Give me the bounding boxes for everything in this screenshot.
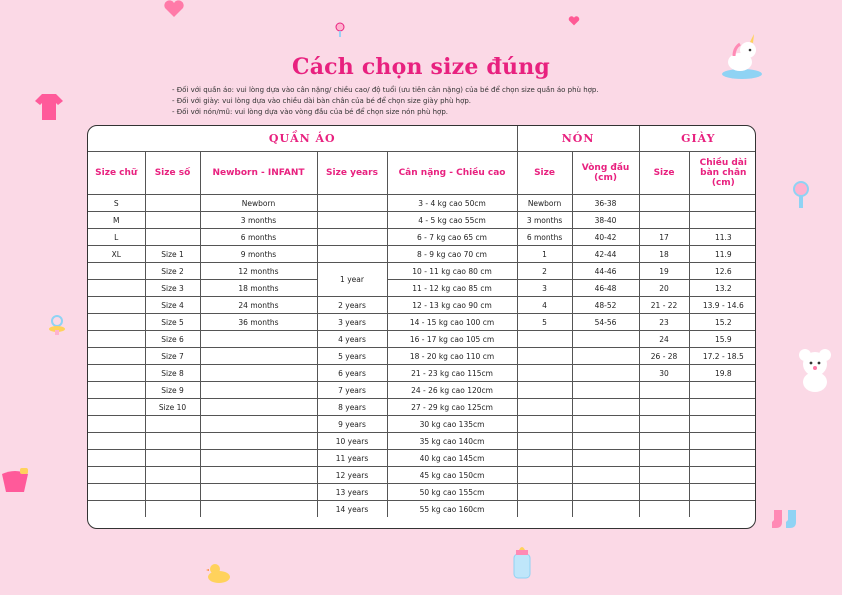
socks-icon: [770, 508, 802, 530]
table-cell: Size 8: [145, 365, 200, 382]
table-cell: 1: [517, 246, 572, 263]
table-cell: 30: [639, 365, 689, 382]
teddy-bear-icon: [796, 346, 834, 392]
table-cell: [572, 365, 639, 382]
table-cell: 27 - 29 kg cao 125cm: [387, 399, 517, 416]
rattle-icon: [333, 22, 347, 38]
table-cell: 15.2: [689, 314, 756, 331]
table-cell: 38-40: [572, 212, 639, 229]
table-cell: [88, 382, 145, 399]
table-cell: [572, 331, 639, 348]
table-row: [88, 314, 756, 331]
table-cell: [689, 467, 756, 484]
table-cell: [517, 399, 572, 416]
table-cell: 10 - 11 kg cao 80 cm: [387, 263, 517, 280]
table-cell: 44-46: [572, 263, 639, 280]
table-cell: 42-44: [572, 246, 639, 263]
table-row: [88, 382, 756, 399]
table-cell: 55 kg cao 160cm: [387, 501, 517, 518]
table-cell: Size 5: [145, 314, 200, 331]
table-cell: M: [88, 212, 145, 229]
table-row: [88, 450, 756, 467]
table-cell: [517, 501, 572, 518]
column-header: Chiều dài bàn chân (cm): [689, 152, 756, 195]
table-cell: [88, 450, 145, 467]
table-cell: [517, 382, 572, 399]
table-cell: 30 kg cao 135cm: [387, 416, 517, 433]
table-row: [88, 229, 756, 246]
table-row: [88, 365, 756, 382]
table-cell: [572, 348, 639, 365]
table-cell: [200, 484, 317, 501]
table-cell: 14 years: [317, 501, 387, 518]
pacifier-icon: [47, 314, 67, 336]
table-cell: 9 months: [200, 246, 317, 263]
bodysuit-icon: [34, 92, 64, 122]
table-cell: 13.9 - 14.6: [689, 297, 756, 314]
table-cell: 36-38: [572, 195, 639, 212]
table-cell: [572, 484, 639, 501]
table-row: [88, 467, 756, 484]
table-cell: [145, 229, 200, 246]
table-cell: 1 year: [317, 263, 387, 297]
group-header-shoes: GIÀY: [639, 126, 756, 152]
table-cell: Size 6: [145, 331, 200, 348]
table-cell: [200, 365, 317, 382]
table-cell: 3 months: [517, 212, 572, 229]
table-cell: [88, 263, 145, 280]
table-cell: [689, 484, 756, 501]
table-row: [88, 246, 756, 263]
table-cell: 2: [517, 263, 572, 280]
table-cell: [88, 314, 145, 331]
table-row: [88, 501, 756, 518]
table-cell: [200, 399, 317, 416]
table-cell: 35 kg cao 140cm: [387, 433, 517, 450]
table-cell: [572, 450, 639, 467]
table-cell: 3: [517, 280, 572, 297]
baby-bottle-icon: [511, 544, 533, 580]
table-row: [88, 399, 756, 416]
table-cell: 26 - 28: [639, 348, 689, 365]
table-cell: [639, 399, 689, 416]
page-title: Cách chọn size đúng: [292, 54, 550, 80]
note-hat: - Đối với nón/mũ: vui lòng dựa vào vòng đầu của bé để chọn size nón phù hợp.: [172, 108, 449, 116]
table-cell: [689, 382, 756, 399]
table-row: [88, 348, 756, 365]
table-cell: [145, 195, 200, 212]
table-cell: Size 4: [145, 297, 200, 314]
table-cell: [145, 416, 200, 433]
table-cell: 14 - 15 kg cao 100 cm: [387, 314, 517, 331]
size-chart-table: [87, 125, 756, 529]
table-cell: 24: [639, 331, 689, 348]
column-header: Size: [639, 152, 689, 195]
potty-icon: [0, 466, 30, 494]
table-cell: 36 months: [200, 314, 317, 331]
table-cell: 20: [639, 280, 689, 297]
table-cell: 6 years: [317, 365, 387, 382]
table-cell: [88, 365, 145, 382]
table-row: [88, 297, 756, 314]
table-cell: 16 - 17 kg cao 105 cm: [387, 331, 517, 348]
table-cell: [639, 416, 689, 433]
table-cell: [517, 331, 572, 348]
heart-icon: [568, 16, 580, 26]
table-cell: [200, 467, 317, 484]
table-cell: 40-42: [572, 229, 639, 246]
table-cell: [200, 416, 317, 433]
table-row: [88, 484, 756, 501]
table-cell: [689, 399, 756, 416]
table-cell: 11.3: [689, 229, 756, 246]
table-cell: [572, 382, 639, 399]
column-header: Size: [517, 152, 572, 195]
table-cell: L: [88, 229, 145, 246]
table-cell: [317, 246, 387, 263]
table-cell: [317, 195, 387, 212]
table-row: [88, 263, 756, 280]
table-cell: [517, 348, 572, 365]
table-cell: 21 - 23 kg cao 115cm: [387, 365, 517, 382]
table-cell: [572, 416, 639, 433]
table-cell: [517, 416, 572, 433]
table-cell: 3 years: [317, 314, 387, 331]
table-cell: 46-48: [572, 280, 639, 297]
table-cell: [689, 433, 756, 450]
table-cell: [317, 212, 387, 229]
instructions: [172, 85, 599, 118]
table-cell: 11 - 12 kg cao 85 cm: [387, 280, 517, 297]
table-cell: 15.9: [689, 331, 756, 348]
table-cell: 54-56: [572, 314, 639, 331]
table-cell: S: [88, 195, 145, 212]
table-cell: 4 - 5 kg cao 55cm: [387, 212, 517, 229]
table-row: [88, 331, 756, 348]
column-header: Size years: [317, 152, 387, 195]
table-cell: [689, 501, 756, 518]
table-cell: 9 years: [317, 416, 387, 433]
table-cell: [200, 450, 317, 467]
table-cell: Newborn: [517, 195, 572, 212]
table-cell: [145, 501, 200, 518]
table-cell: 18: [639, 246, 689, 263]
table-cell: [639, 195, 689, 212]
table-cell: [689, 416, 756, 433]
table-cell: 13 years: [317, 484, 387, 501]
table-cell: 50 kg cao 155cm: [387, 484, 517, 501]
table-cell: 4: [517, 297, 572, 314]
column-header: Size số: [145, 152, 200, 195]
table-cell: [88, 348, 145, 365]
table-cell: [145, 484, 200, 501]
table-cell: 6 months: [517, 229, 572, 246]
table-cell: 24 - 26 kg cao 120cm: [387, 382, 517, 399]
table-cell: [200, 501, 317, 518]
table-cell: 2 years: [317, 297, 387, 314]
table-cell: 17: [639, 229, 689, 246]
table-cell: [88, 433, 145, 450]
table-cell: [572, 399, 639, 416]
table-cell: [517, 484, 572, 501]
table-cell: 18 months: [200, 280, 317, 297]
table-cell: 23: [639, 314, 689, 331]
table-row: [88, 212, 756, 229]
table-cell: 12 years: [317, 467, 387, 484]
table-cell: [517, 433, 572, 450]
table-cell: 18 - 20 kg cao 110 cm: [387, 348, 517, 365]
table-cell: [639, 484, 689, 501]
rattle-icon: [790, 180, 812, 210]
column-header: Cân nặng - Chiều cao: [387, 152, 517, 195]
table-cell: [88, 501, 145, 518]
table-cell: XL: [88, 246, 145, 263]
table-cell: Size 10: [145, 399, 200, 416]
table-cell: Size 7: [145, 348, 200, 365]
table-cell: 19: [639, 263, 689, 280]
table-cell: [639, 501, 689, 518]
table-cell: [639, 212, 689, 229]
column-header: Newborn - INFANT: [200, 152, 317, 195]
table-cell: [88, 331, 145, 348]
table-cell: 6 months: [200, 229, 317, 246]
table-cell: [689, 450, 756, 467]
table-cell: 7 years: [317, 382, 387, 399]
table-cell: 11 years: [317, 450, 387, 467]
table-cell: [88, 416, 145, 433]
table-row: [88, 280, 756, 297]
table-cell: 45 kg cao 150cm: [387, 467, 517, 484]
table-cell: 48-52: [572, 297, 639, 314]
table-cell: 21 - 22: [639, 297, 689, 314]
table-cell: 12 months: [200, 263, 317, 280]
table-cell: Newborn: [200, 195, 317, 212]
table-cell: [572, 467, 639, 484]
table-cell: [88, 280, 145, 297]
table-cell: Size 3: [145, 280, 200, 297]
table-cell: 10 years: [317, 433, 387, 450]
table-cell: [517, 467, 572, 484]
table-cell: 6 - 7 kg cao 65 cm: [387, 229, 517, 246]
rubber-duck-icon: [206, 562, 232, 584]
table-cell: [572, 501, 639, 518]
table-cell: 13.2: [689, 280, 756, 297]
table-row: [88, 416, 756, 433]
table-cell: [88, 484, 145, 501]
table-cell: 3 months: [200, 212, 317, 229]
table-cell: 40 kg cao 145cm: [387, 450, 517, 467]
table-cell: [145, 212, 200, 229]
table-cell: 4 years: [317, 331, 387, 348]
group-header-clothes: QUẦN ÁO: [88, 126, 517, 152]
table-cell: [689, 212, 756, 229]
heart-icon: [163, 0, 185, 18]
table-cell: [639, 467, 689, 484]
table-cell: [200, 331, 317, 348]
table-cell: [517, 365, 572, 382]
table-cell: [517, 450, 572, 467]
table-cell: [572, 433, 639, 450]
table-cell: 5: [517, 314, 572, 331]
note-shoes: - Đối với giày: vui lòng dựa vào chiều dài bàn chân của bé để chọn size giày phù hợp.: [172, 97, 472, 105]
table-cell: 8 - 9 kg cao 70 cm: [387, 246, 517, 263]
group-header-hat: NÓN: [517, 126, 639, 152]
table-cell: Size 2: [145, 263, 200, 280]
table-cell: [639, 382, 689, 399]
table-cell: 24 months: [200, 297, 317, 314]
column-header: Size chữ: [88, 152, 145, 195]
table-cell: [145, 433, 200, 450]
table-cell: [145, 450, 200, 467]
table-cell: 12.6: [689, 263, 756, 280]
table-cell: 19.8: [689, 365, 756, 382]
table-cell: [200, 433, 317, 450]
table-cell: 8 years: [317, 399, 387, 416]
column-header: Vòng đầu (cm): [572, 152, 639, 195]
table-cell: [145, 467, 200, 484]
table-cell: [200, 382, 317, 399]
table-cell: [639, 450, 689, 467]
table-cell: 3 - 4 kg cao 50cm: [387, 195, 517, 212]
table-cell: 12 - 13 kg cao 90 cm: [387, 297, 517, 314]
table-cell: Size 1: [145, 246, 200, 263]
note-clothes: - Đối với quần áo: vui lòng dựa vào cân nặng/ chiều cao/ độ tuổi (ưu tiên cân nặng) của bé để chọn size quần áo phù hợp.: [172, 86, 599, 94]
table-cell: [317, 229, 387, 246]
table-body: [88, 195, 756, 518]
table-cell: 5 years: [317, 348, 387, 365]
table-cell: [88, 297, 145, 314]
table-cell: Size 9: [145, 382, 200, 399]
table-cell: [88, 399, 145, 416]
table-cell: [88, 467, 145, 484]
table-cell: [689, 195, 756, 212]
table-cell: 11.9: [689, 246, 756, 263]
table-cell: 17.2 - 18.5: [689, 348, 756, 365]
table-row: [88, 433, 756, 450]
table-row: [88, 195, 756, 212]
table-cell: [200, 348, 317, 365]
table-cell: [639, 433, 689, 450]
